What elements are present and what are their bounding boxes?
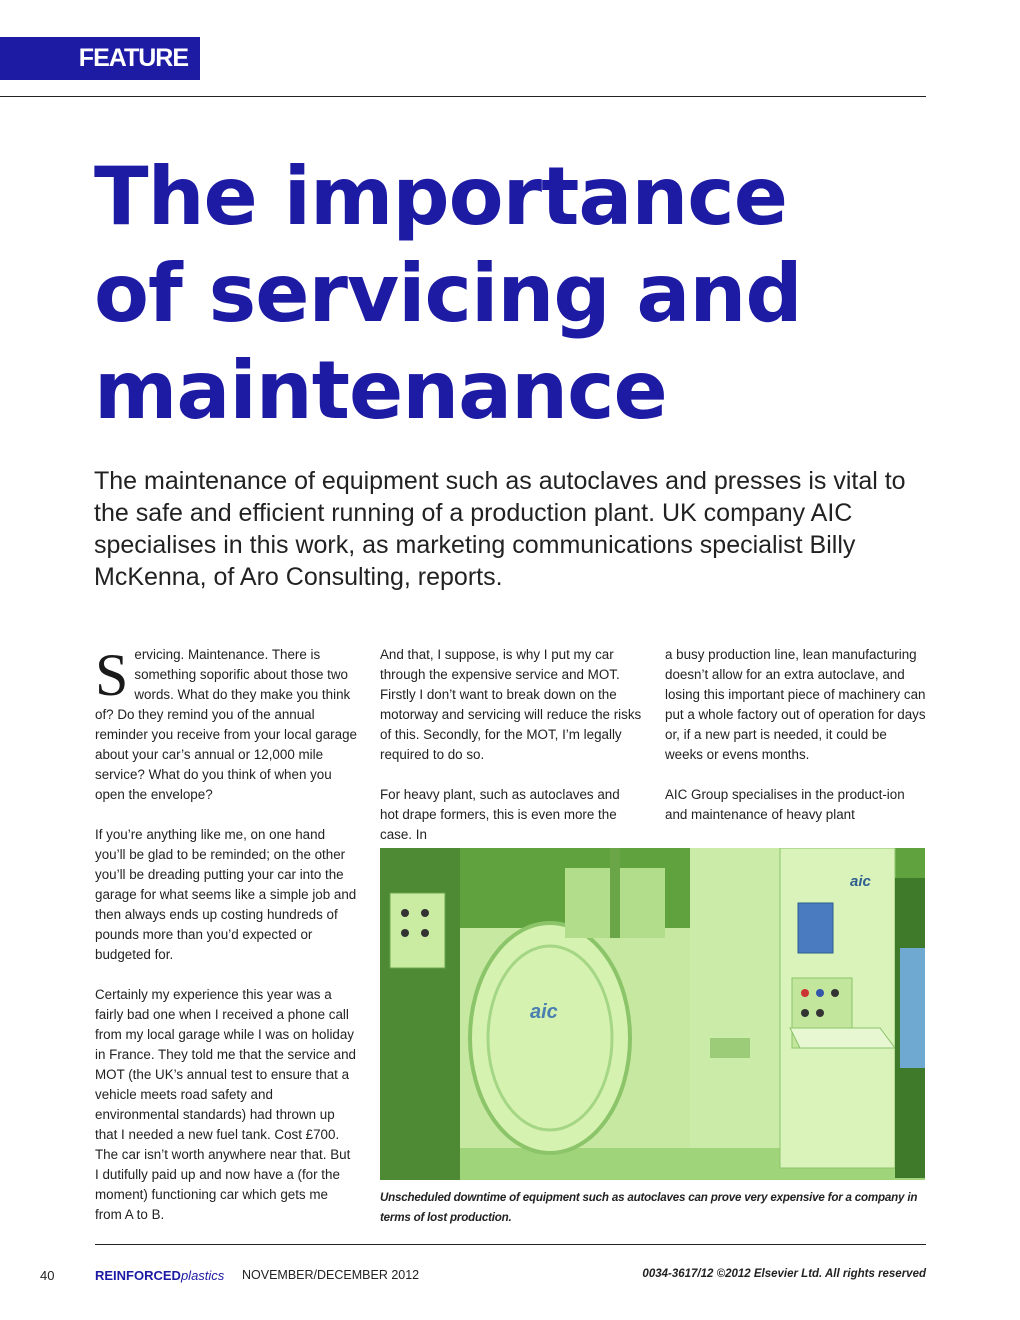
paragraph: If you’re anything like me, on one hand you’ll be glad to be reminded; on the other you’ll be dreading putting your car into the garage for what seems like a simple job and then always ends up costing hundreds of pounds more than you’d expected or budgeted for. [95, 827, 357, 962]
support-frame [690, 848, 790, 1148]
headline-line-3: maintenance [94, 344, 667, 437]
dial [401, 909, 409, 917]
body-column-2 [380, 645, 642, 865]
photo-caption: Unscheduled downtime of equipment such as autoclaves can prove very expensive for a company in terms of lost production. [380, 1191, 918, 1224]
dial [421, 909, 429, 917]
aic-logo-large: aic [530, 1001, 558, 1023]
headline-line-2: of servicing and [94, 247, 802, 340]
standfirst: The maintenance of equipment such as autoclaves and presses is vital to the safe and efficient running of a production plant. UK company AIC specialises in this work, as marketing communications specialist Billy McKenna, of Aro Consulting, reports. [94, 467, 906, 591]
indicator-light [831, 989, 839, 997]
control-box-left [390, 893, 445, 968]
bottom-divider [95, 1244, 926, 1245]
autoclave-photo [380, 848, 925, 1180]
indicator-light [801, 1009, 809, 1017]
top-divider [0, 96, 926, 97]
drop-cap: S [95, 642, 129, 708]
aic-logo-small: aic [850, 873, 871, 890]
indicator-light [816, 1009, 824, 1017]
indicator-light [816, 989, 824, 997]
touch-screen [798, 903, 833, 953]
indicator-light [801, 989, 809, 997]
body-column-3 [665, 645, 927, 845]
paragraph: For heavy plant, such as autoclaves and hot drape formers, this is even more the case. In [380, 787, 620, 842]
autoclave-illustration [380, 848, 925, 1180]
autoclave-door [470, 923, 630, 1153]
headline-line-1: The importance [94, 150, 787, 243]
paragraph: And that, I suppose, is why I put my car through the expensive service and MOT. Firstly I don’t want to break down on the motorway and servicing will reduce the risks of this. Secondly, for the MOT, I’m legally required to do so. [380, 647, 642, 762]
copyright-line: 0034-3617/12 ©2012 Elsevier Ltd. All rights reserved [642, 1268, 926, 1280]
pipe [610, 848, 620, 938]
page-number: 40 [40, 1268, 55, 1283]
paragraph: Certainly my experience this year was a fairly bad one when I received a phone call from my local garage while I was on holiday in France. They told me that the service and MOT (the UK’s annual test to ensure that a vehicle meets road safety and environmental standards) had thrown up that I needed a new fuel tank. Cost £700. The car isn’t worth anywhere near that. But I dutifully paid up and now have a (for the moment) functioning car which gets me from A to B. [95, 987, 357, 1222]
dial [401, 929, 409, 937]
article-headline [94, 148, 914, 439]
keyboard-shelf [790, 1028, 895, 1048]
window-glare [900, 948, 925, 1068]
paragraph: a busy production line, lean manufacturing doesn’t allow for an extra autoclave, and losing this important piece of machinery can put a whole factory out of operation for days or, if a new part is needed, it could be weeks or evens months. [665, 647, 926, 762]
issue-date: NOVEMBER/DECEMBER 2012 [242, 1268, 420, 1282]
body-column-1 [95, 642, 357, 1245]
journal-name: REINFORCEDplastics [95, 1268, 225, 1283]
handle-block [710, 1038, 750, 1058]
dial [421, 929, 429, 937]
paragraph: Servicing. Maintenance. There is something soporific about those two words. What do they make you think of? Do they remind you of the annual reminder you receive from your local garage about your car’s annual or 12,000 mile service? What do you think of when you open the envelope? [95, 642, 357, 802]
paragraph: AIC Group specialises in the product-ion and maintenance of heavy plant [665, 787, 905, 822]
section-label: FEATURE [0, 37, 200, 80]
